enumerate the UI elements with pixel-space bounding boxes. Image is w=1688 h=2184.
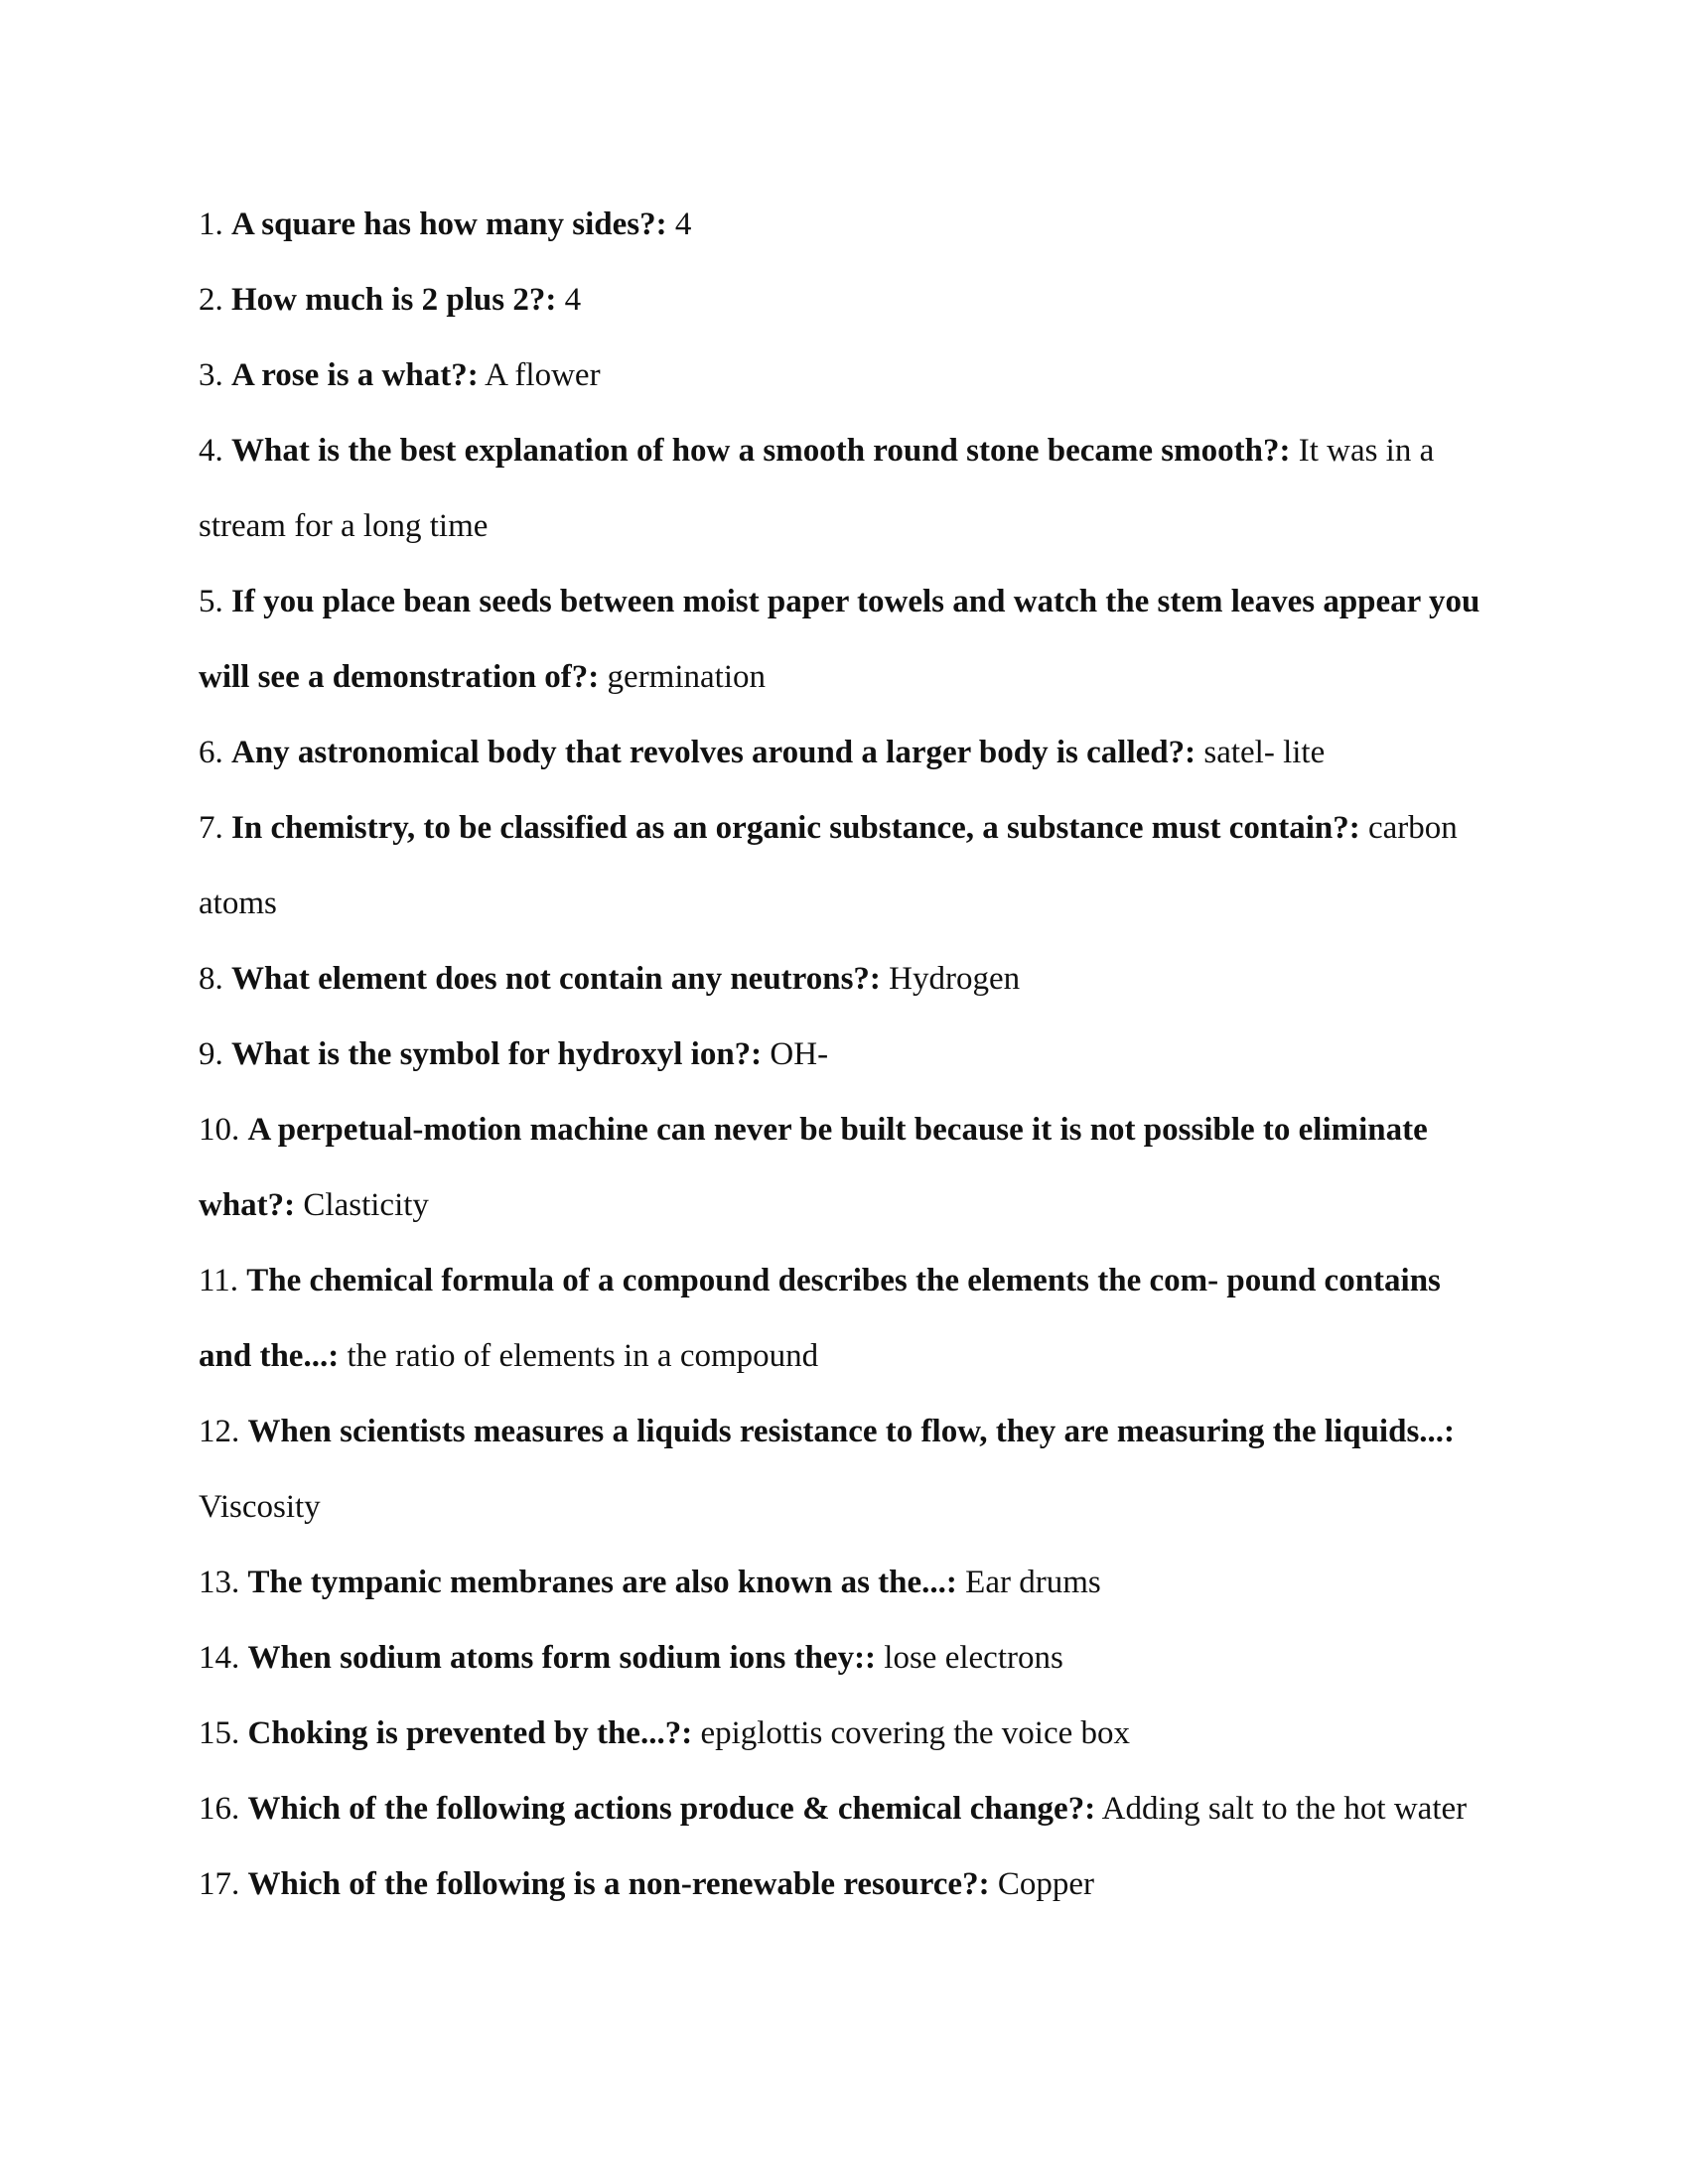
answer-text: A flower bbox=[485, 357, 601, 393]
answer-text: epiglottis covering the voice box bbox=[700, 1715, 1131, 1751]
qa-item-6 bbox=[199, 715, 1494, 790]
question-text: What is the symbol for hydroxyl ion?: bbox=[231, 1036, 763, 1072]
qa-item-10 bbox=[199, 1092, 1494, 1243]
question-text: How much is 2 plus 2?: bbox=[231, 282, 557, 318]
answer-text: 4 bbox=[674, 206, 692, 242]
answer-text: Clasticity bbox=[303, 1187, 429, 1223]
answer-text: germination bbox=[607, 659, 767, 695]
question-text: When scientists measures a liquids resistance to flow, they are measuring the liquids...: bbox=[247, 1414, 1456, 1449]
qa-item-11 bbox=[199, 1243, 1494, 1394]
answer-text: Ear drums bbox=[965, 1565, 1101, 1600]
item-number: 4. bbox=[199, 433, 223, 469]
qa-item-12 bbox=[199, 1394, 1494, 1545]
item-number: 11. bbox=[199, 1263, 239, 1298]
answer-text: carbon atoms bbox=[199, 810, 1458, 921]
question-text: When sodium atoms form sodium ions they:: bbox=[247, 1640, 877, 1676]
question-text: A square has how many sides?: bbox=[231, 206, 667, 242]
item-number: 8. bbox=[199, 961, 223, 997]
item-number: 17. bbox=[199, 1866, 240, 1902]
question-text: A perpetual-motion machine can never be built because it is not possible to eliminate what?: bbox=[199, 1112, 1428, 1223]
item-number: 15. bbox=[199, 1715, 240, 1751]
item-number: 9. bbox=[199, 1036, 223, 1072]
qa-item-7 bbox=[199, 790, 1494, 941]
qa-item-15 bbox=[199, 1696, 1494, 1771]
item-number: 1. bbox=[199, 206, 223, 242]
question-text: What element does not contain any neutrons?: bbox=[231, 961, 881, 997]
item-number: 5. bbox=[199, 584, 223, 619]
question-text: The chemical formula of a compound describes the elements the com- pound contains and the...: bbox=[199, 1263, 1441, 1374]
item-number: 7. bbox=[199, 810, 223, 846]
question-text: Which of the following is a non-renewable resource?: bbox=[247, 1866, 990, 1902]
question-text: The tympanic membranes are also known as the...: bbox=[247, 1565, 957, 1600]
item-number: 10. bbox=[199, 1112, 240, 1148]
question-text: What is the best explanation of how a smooth round stone became smooth?: bbox=[231, 433, 1291, 469]
qa-item-17 bbox=[199, 1846, 1494, 1922]
question-text: If you place bean seeds between moist paper towels and watch the stem leaves appear you will see a demonstration of?: bbox=[199, 584, 1480, 695]
item-number: 2. bbox=[199, 282, 223, 318]
answer-text: Viscosity bbox=[199, 1489, 321, 1525]
qa-item-2 bbox=[199, 262, 1494, 338]
qa-item-14 bbox=[199, 1620, 1494, 1696]
answer-text: Adding salt to the hot water bbox=[1101, 1791, 1468, 1827]
question-text: Any astronomical body that revolves around a larger body is called?: bbox=[231, 735, 1196, 770]
qa-item-13 bbox=[199, 1545, 1494, 1620]
qa-item-5 bbox=[199, 564, 1494, 715]
item-number: 3. bbox=[199, 357, 223, 393]
answer-text: It was in a stream for a long time bbox=[199, 433, 1435, 544]
answer-text: satel- lite bbox=[1203, 735, 1326, 770]
document-page bbox=[199, 187, 1494, 1922]
item-number: 6. bbox=[199, 735, 223, 770]
answer-text: Hydrogen bbox=[889, 961, 1021, 997]
qa-item-9 bbox=[199, 1017, 1494, 1092]
qa-item-1 bbox=[199, 187, 1494, 262]
qa-item-16 bbox=[199, 1771, 1494, 1846]
item-number: 16. bbox=[199, 1791, 240, 1827]
item-number: 12. bbox=[199, 1414, 240, 1449]
answer-text: 4 bbox=[564, 282, 582, 318]
item-number: 13. bbox=[199, 1565, 240, 1600]
answer-text: lose electrons bbox=[884, 1640, 1063, 1676]
question-text: Which of the following actions produce & chemical change?: bbox=[247, 1791, 1096, 1827]
answer-text: Copper bbox=[997, 1866, 1094, 1902]
answer-text: the ratio of elements in a compound bbox=[347, 1338, 819, 1374]
qa-item-3 bbox=[199, 338, 1494, 413]
question-text: Choking is prevented by the...?: bbox=[247, 1715, 693, 1751]
question-text: A rose is a what?: bbox=[231, 357, 479, 393]
qa-item-8 bbox=[199, 941, 1494, 1017]
question-text: In chemistry, to be classified as an organic substance, a substance must contain?: bbox=[231, 810, 1360, 846]
answer-text: OH- bbox=[770, 1036, 829, 1072]
item-number: 14. bbox=[199, 1640, 240, 1676]
qa-item-4 bbox=[199, 413, 1494, 564]
